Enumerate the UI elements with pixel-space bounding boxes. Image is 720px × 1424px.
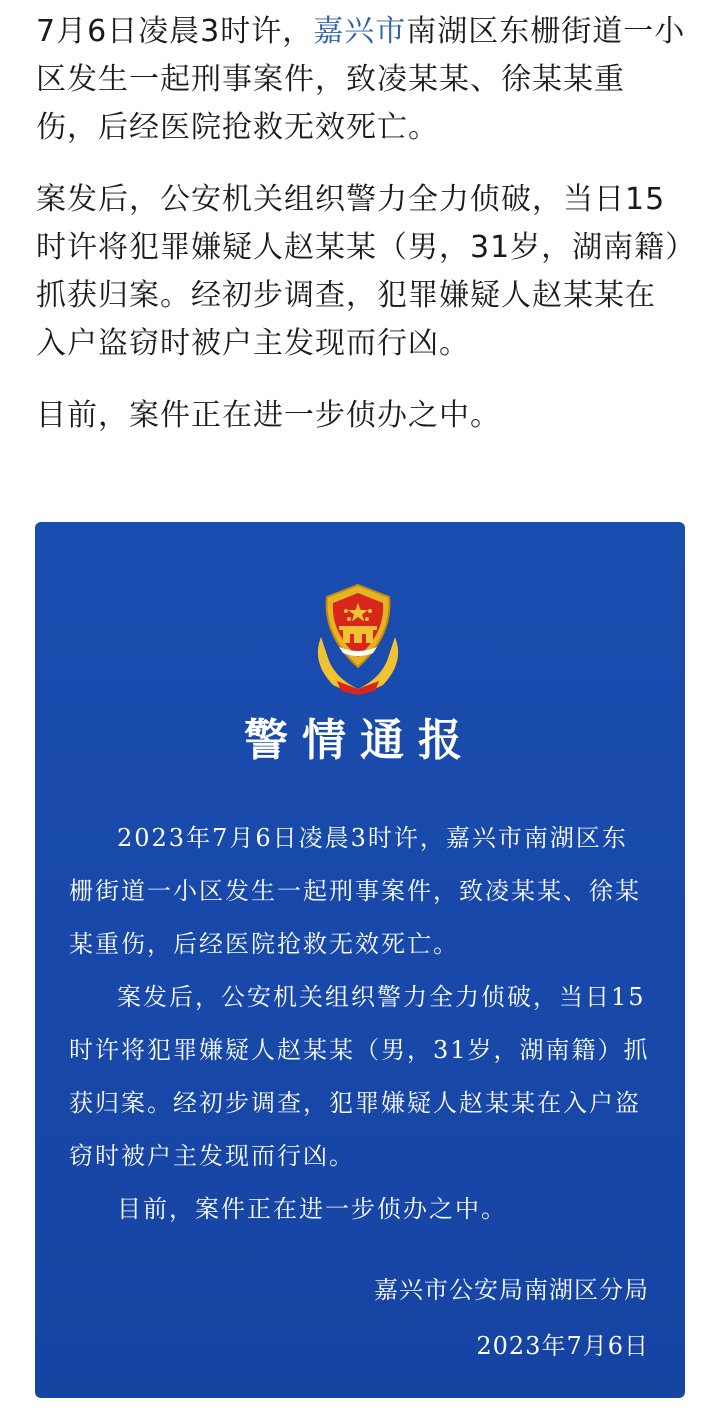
- city-link[interactable]: 嘉兴市: [313, 14, 407, 49]
- notice-title: 警情通报: [244, 715, 476, 766]
- paragraph-1-lead: 7月6日凌晨3时许，: [36, 14, 314, 49]
- notice-body: [69, 812, 653, 1236]
- police-emblem-icon: [303, 577, 413, 697]
- article-text: [36, 8, 686, 464]
- police-notice-image[interactable]: [35, 522, 685, 1398]
- paragraph-1-rest: 南湖区东栅街道一小区发生一起刑事案件，致凌某某、徐某某重伤，后经医院抢救无效死亡。: [36, 14, 686, 145]
- notice-paragraph-3: 目前，案件正在进一步侦办之中。: [117, 1195, 507, 1223]
- notice-paragraph-2: 案发后，公安机关组织警力全力侦破，当日15时许将犯罪嫌疑人赵某某（男，31岁，湖南籍）抓获归案。经初步调查，犯罪嫌疑人赵某某在入户盗窃时被户主发现而行凶。: [69, 983, 650, 1170]
- notice-signature: [374, 1262, 649, 1374]
- notice-date: 2023年7月6日: [476, 1332, 649, 1360]
- article-paragraph-2: 案发后，公安机关组织警力全力侦破，当日15时许将犯罪嫌疑人赵某某（男，31岁，湖南籍）抓获归案。经初步调查，犯罪嫌疑人赵某某在入户盗窃时被户主发现而行凶。: [36, 182, 682, 361]
- article-paragraph-1: [36, 8, 686, 152]
- notice-paragraph-1: 2023年7月6日凌晨3时许，嘉兴市南湖区东栅街道一小区发生一起刑事案件，致凌某某、徐某某重伤，后经医院抢救无效死亡。: [69, 824, 641, 958]
- article-paragraph-3: 目前，案件正在进一步侦办之中。: [36, 398, 501, 433]
- notice-issuer: 嘉兴市公安局南湖区分局: [374, 1276, 649, 1304]
